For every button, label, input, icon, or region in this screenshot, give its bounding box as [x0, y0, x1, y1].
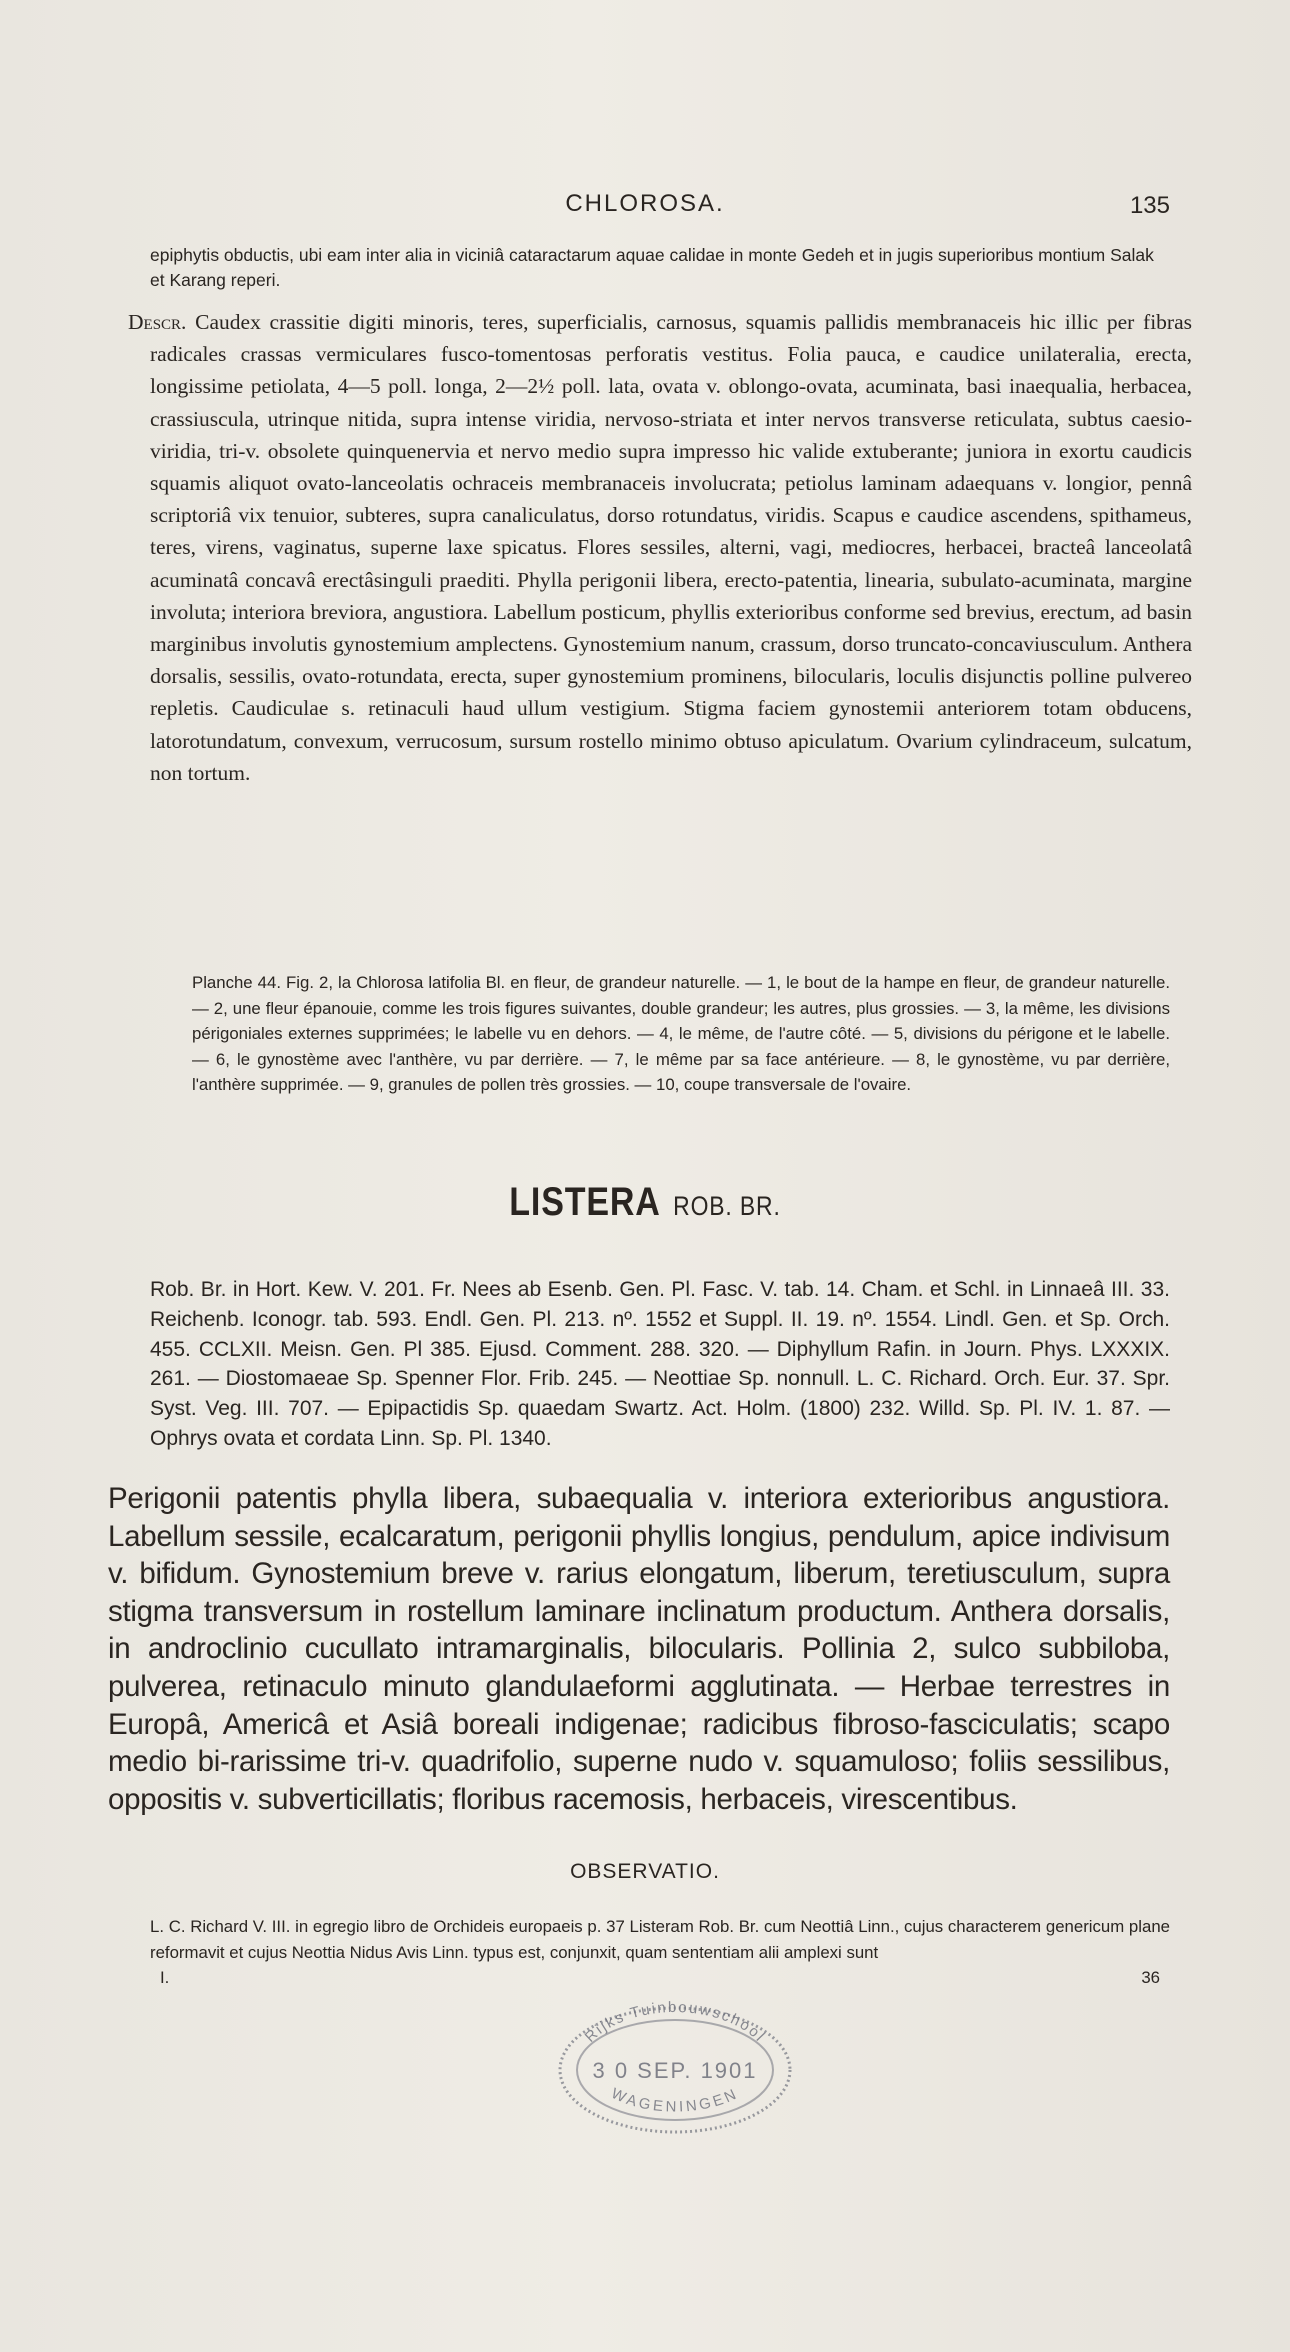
plate-caption: Planche 44. Fig. 2, la Chlorosa latifolia Bl. en fleur, de grandeur naturelle. — 1, le bout de la hampe en fleur, de grandeur naturelle. — 2, une fleur épanouie, comme les trois figures suivantes, double grandeur; les autres, plus grossies. — 3, la même, les divisions périgoniales externes supprimées; le labelle vu en dehors. — 4, le même, de l'autre côté. — 5, divisions du périgone et le labelle. — 6, le gynostème avec l'anthère, vu par derrière. — 7, le même par sa face antérieure. — 8, le gynostème, vu par derrière, l'anthère supprimée. — 9, granules de pollen très grossies. — 10, coupe transversale de l'ovaire. — [192, 973, 1170, 1094]
genus-heading — [97, 1180, 1194, 1225]
page-number: 135 — [1129, 192, 1170, 219]
running-title: CHLOROSA. — [565, 190, 725, 217]
stamp-bottom-text: WAGENINGEN — [608, 2084, 742, 2116]
library-stamp — [540, 1990, 810, 2140]
stamp-graphic — [540, 1990, 810, 2140]
stamp-date: 3 0 SEP. 1901 — [592, 2058, 758, 2083]
description-paragraph — [128, 306, 1192, 789]
description-label: Descr. — [128, 310, 187, 334]
stamp-top-text: Rijks Tuinbouwschool — [581, 1998, 769, 2046]
description-text: Caudex crassitie digiti minoris, teres, superficialis, carnosus, squamis pallidis membranaceis hic illic per fibras radicales crassas vermiculares fusco-tomentosas perforatis vestitus. Folia pauca, e caudice unilateralia, erecta, longissime petiolata, 4—5 poll. longa, 2—2½ poll. lata, ovata v. oblongo-ovata, acuminata, basi inaequalia, herbacea, crassiuscula, utrinque nitida, supra intense viridia, nervoso-striata et inter nervos transverse reticulata, subtus caesio-viridia, tri-v. obsolete quinquenervia et nervo medio supra impresso hic valide extuberante; juniora in exortu caudicis squamis aliquot ovato-lanceolatis ochraceis membranaceis involucrata; petiolus laminam adaequans v. longior, pennâ scriptoriâ vix tenuior, subteres, supra canaliculatus, dorso rotundatus, viridis. Scapus e caudice ascendens, spithameus, teres, virens, vaginatus, superne laxe spicatus. Flores sessiles, alterni, vagi, mediocres, herbacei, bracteâ lanceolatâ acuminatâ concavâ erectâsinguli praediti. Phylla perigonii libera, erecto-patentia, linearia, subulato-acuminata, margine involuta; interiora breviora, angustiora. Labellum posticum, phyllis exterioribus conforme sed brevius, erectum, ad basin marginibus involutis gynostemium amplectens. Gynostemium nanum, crassum, dorso truncato-concaviusculum. Anthera dorsalis, sessilis, ovato-rotundata, erecta, super gynostemium prominens, bilocularis, loculis disjunctis polline pulvereo repletis. Caudiculae s. retinaculi haud ullum vestigium. Stigma faciem gynostemii anteriorem totam obducens, latorotundatum, convexum, verrucosum, sursum rostello minimo obtuso apiculatum. Ovarium cylindraceum, sulcatum, non tortum. — [150, 310, 1192, 785]
svg-text:WAGENINGEN — [609, 2085, 742, 2116]
svg-text:Rijks Tuinbouwschool — [582, 1999, 769, 2046]
page-header — [0, 190, 1290, 230]
references-paragraph: Rob. Br. in Hort. Kew. V. 201. Fr. Nees ab Esenb. Gen. Pl. Fasc. V. tab. 14. Cham. et Schl. in Linnaeâ III. 33. Reichenb. Iconogr. tab. 593. Endl. Gen. Pl. 213. nº. 1552 et Suppl. II. 19. nº. 1554. Lindl. Gen. et Sp. Orch. 455. CCLXII. Meisn. Gen. Pl 385. Ejusd. Comment. 288. 320. — Diphyllum Rafin. in Journ. Phys. LXXXIX. 261. — Diostomaeae Sp. Spenner Flor. Frib. 245. — Neottiae Sp. nonnull. L. C. Richard. Orch. Eur. 37. Spr. Syst. Veg. III. 707. — Epipactidis Sp. quaedam Swartz. Act. Holm. (1800) 232. Willd. Sp. Pl. IV. 1. 87. — Ophrys ovata et cordata Linn. Sp. Pl. 1340. — [150, 1278, 1170, 1450]
observatio-heading: OBSERVATIO. — [570, 1860, 720, 1883]
genus-author: ROB. BR. — [673, 1191, 781, 1221]
genus-description: Perigonii patentis phylla libera, subaequalia v. interiora exterioribus angustiora. Labellum sessile, ecalcaratum, perigonii phyllis longius, pendulum, apice indivisum v. bifidum. Gynostemium breve v. rarius elongatum, liberum, teretiusculum, supra stigma transversum in rostellum laminare inclinatum productum. Anthera dorsalis, in androclinio cucullato intramarginalis, bilocularis. Pollinia 2, sulco subbiloba, pulverea, retinaculo minuto glandulaeformi agglutinata. — Herbae terrestres in Europâ, Americâ et Asiâ boreali indigenae; radicibus fibroso-fasciculatis; scapo medio bi-rarissime tri-v. quadrifolio, superne nudo v. squamuloso; foliis sessilibus, oppositis v. subverticillatis; floribus racemosis, herbaceis, virescentibus. — [108, 1482, 1170, 1816]
signature-mark: I. — [160, 1968, 170, 1987]
observatio-text: L. C. Richard V. III. in egregio libro de Orchideis europaeis p. 37 Listeram Rob. Br. cum Neottiâ Linn., cujus characterem genericum plane reformavit et cujus Neottia Nidus Avis Linn. typus est, conjunxit, quam sententiam alii amplexi sunt — [150, 1917, 1170, 1962]
intro-paragraph: epiphytis obductis, ubi eam inter alia in viciniâ cataractarum aquae calidae in monte Gedeh et in jugis superioribus montium Salak et Karang reperi. — [150, 245, 1154, 290]
signature-number: 36 — [1141, 1968, 1160, 1987]
genus-name: LISTERA — [509, 1180, 660, 1224]
